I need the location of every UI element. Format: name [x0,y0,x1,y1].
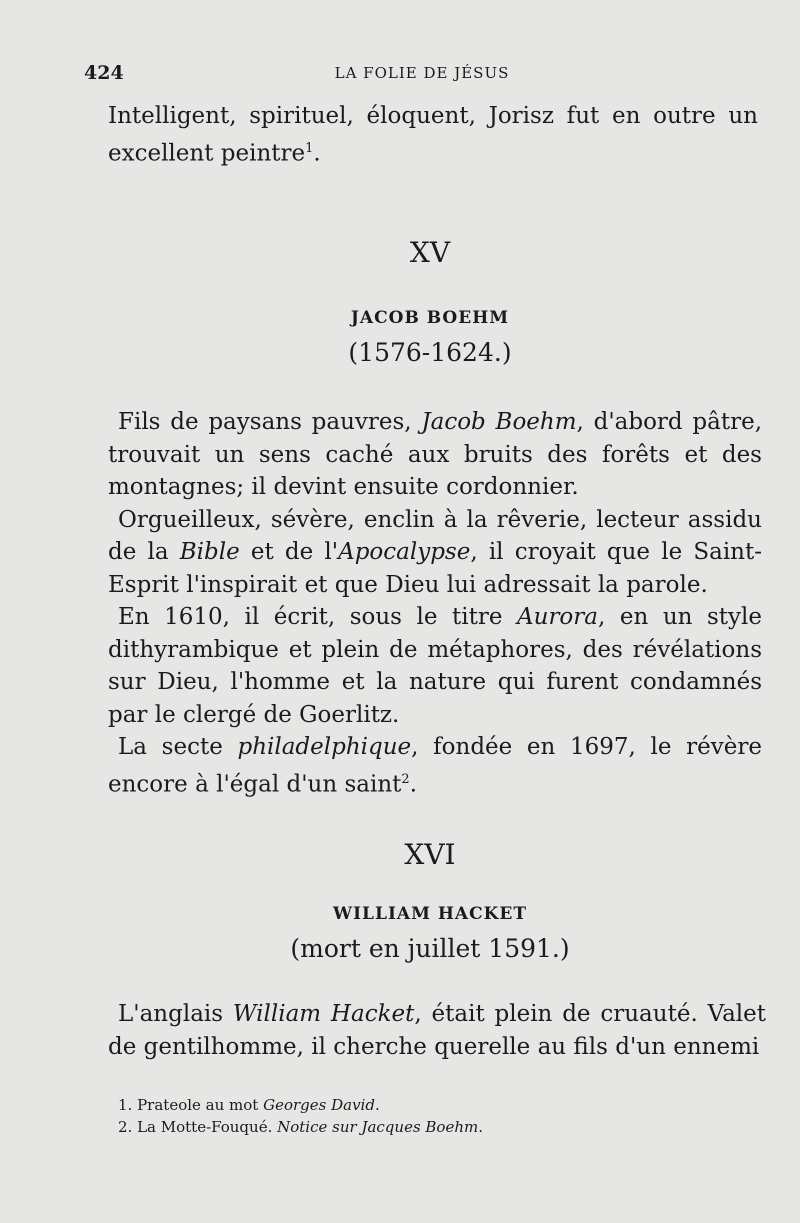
paragraph-5 [108,998,766,1063]
text-run: En 1610, il écrit, sous le titre [118,604,518,630]
footnote-italic: Notice sur Jacques Boehm [277,1118,479,1136]
running-title: LA FOLIE DE JÉSUS [334,64,510,82]
text-run: Orgueilleux, sévère, enclin à la rêverie, lecteur assidu de la [108,506,762,565]
section-dates-xvi: (mort en juillet 1591.) [290,934,570,963]
italic-title: Aurora [517,604,598,630]
footnote-number: 2. [118,1118,133,1136]
paragraph-1 [108,406,762,504]
intro-end: . [313,140,321,167]
page-header [84,62,760,86]
footnote-ref-2: 2 [401,771,410,787]
footnote-ref-1: 1 [305,140,314,156]
italic-term: philadelphique [237,734,412,760]
paragraph-4 [108,731,762,801]
paragraph-3 [108,601,762,731]
footnote-1 [118,1094,758,1116]
text-run: et de l' [239,539,339,565]
section-dates-xv: (1576-1624.) [348,338,512,367]
footnote-2 [118,1116,758,1138]
footnote-italic: Georges David [263,1096,375,1114]
footnote-text: Prateole au mot [137,1096,264,1114]
footnote-end: . [478,1118,484,1136]
section-xv-text [108,406,762,801]
text-run: Fils de paysans pauvres, [118,409,422,435]
section-numeral-xvi: XVI [404,838,456,871]
footnotes [118,1094,758,1138]
text-run: L'anglais [118,1001,233,1027]
footnote-text: La Motte-Fouqué. [137,1118,278,1136]
page-number: 424 [84,62,124,84]
italic-name: Jacob Boehm [421,409,577,435]
section-numeral-xv: XV [409,236,451,269]
text-run: . [409,771,417,798]
paragraph-2 [108,504,762,602]
text-run: , il croyait que le Saint-Esprit l'inspirait et que Dieu lui adressait la parole. [108,539,762,598]
section-name-william-hacket: WILLIAM HACKET [333,904,527,924]
italic-name: William Hacket [232,1001,415,1027]
footnote-number: 1. [118,1096,133,1114]
text-run: , était plein de cruauté. Valet de gentilhomme, il cherche querelle au fils d'un ennemi [108,1001,767,1060]
italic-title: Bible [179,539,240,565]
text-run: , d'abord pâtre, trouvait un sens caché aux bruits des forêts et des montagnes; il devint ensuite cordonnier. [108,409,763,500]
footnote-end: . [374,1096,380,1114]
text-run: La secte [118,734,238,760]
text-run: , fondée en 1697, le révère encore à l'égal d'un saint [108,734,762,798]
section-name-jacob-boehm: JACOB BOEHM [350,308,510,328]
text-run: , en un style dithyrambique et plein de métaphores, des révélations sur Dieu, l'homme et la nature qui furent condamnés par le clergé de Goerlitz. [108,604,762,728]
intro-text: Intelligent, spirituel, éloquent, Jorisz fut en outre un excellent peintre [108,103,758,167]
section-xvi-text [108,998,766,1063]
intro-paragraph [108,100,758,170]
italic-title: Apocalypse [338,539,471,565]
